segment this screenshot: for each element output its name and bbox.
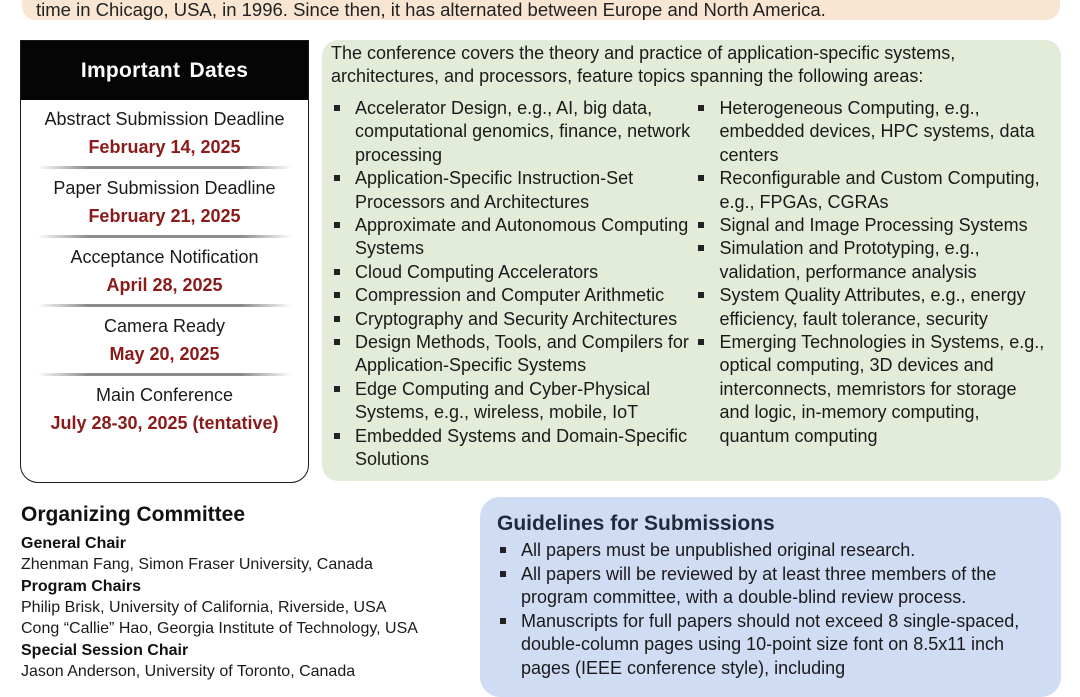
organizing-committee (21, 502, 471, 682)
topic-item: Cryptography and Security Architectures (331, 308, 695, 331)
date-divider (37, 235, 292, 238)
important-dates-panel (20, 40, 309, 483)
guideline-item: Manuscripts for full papers should not exceed 8 single-spaced, double-column pages using 10-point size font on 8.5x11 inch pages (IEEE conference style), including (497, 610, 1043, 681)
topic-item: Cloud Computing Accelerators (331, 261, 695, 284)
topic-item: System Quality Attributes, e.g., energy efficiency, fault tolerance, security (695, 284, 1051, 331)
date-value: February 14, 2025 (88, 137, 241, 157)
committee-title: Organizing Committee (21, 503, 246, 526)
general-chair: Zhenman Fang, Simon Fraser University, Canada (21, 556, 373, 573)
important-dates-title: Important Dates (21, 41, 308, 100)
topic-item: Emerging Technologies in Systems, e.g., optical computing, 3D devices and interconnects, memristors for storage and logic, in-memory computing, quantum computing (695, 331, 1051, 448)
special-session-chair: Jason Anderson, University of Toronto, Canada (21, 662, 356, 680)
guidelines-title: Guidelines for Submissions (497, 512, 775, 535)
program-chair: Philip Brisk, University of California, Riverside, USA (21, 598, 387, 616)
topic-item: Design Methods, Tools, and Compilers for Application-Specific Systems (331, 331, 695, 378)
date-divider (37, 166, 292, 169)
program-chairs-label: Program Chairs (21, 577, 142, 595)
topic-item: Simulation and Prototyping, e.g., validation, performance analysis (695, 237, 1051, 284)
intro-text: time in Chicago, USA, in 1996. Since then, it has alternated between Europe and North America. (36, 0, 826, 20)
guideline-item: All papers must be unpublished original research. (497, 539, 1043, 563)
topic-item: Embedded Systems and Domain-Specific Solutions (331, 425, 695, 472)
date-label: Acceptance Notification (70, 247, 259, 267)
date-divider (37, 304, 292, 307)
date-item-abstract (21, 108, 308, 158)
date-item-acceptance (21, 246, 308, 296)
date-item-paper (21, 177, 308, 227)
general-chair-label: General Chair (21, 535, 126, 552)
date-value: May 20, 2025 (109, 344, 220, 364)
topic-item: Approximate and Autonomous Computing Systems (331, 214, 695, 261)
guideline-item: All papers will be reviewed by at least three members of the program committee, with a double-blind review process. (497, 563, 1043, 610)
date-label: Main Conference (95, 385, 234, 405)
topics-panel (322, 40, 1061, 481)
topics-left-list (331, 97, 695, 472)
date-label: Abstract Submission Deadline (44, 109, 285, 129)
topic-columns (331, 97, 1051, 472)
topic-item: Compression and Computer Arithmetic (331, 284, 695, 307)
special-session-chair-label: Special Session Chair (21, 641, 189, 659)
topics-right-list (695, 97, 1051, 472)
date-label: Paper Submission Deadline (53, 178, 276, 198)
guidelines-list (497, 539, 1043, 680)
topics-intro: The conference covers the theory and practice of application-specific systems, architectures, and processors, feature topics spanning the following areas: (331, 43, 956, 86)
topic-item: Signal and Image Processing Systems (695, 214, 1051, 237)
date-value: February 21, 2025 (88, 206, 241, 226)
topic-item: Edge Computing and Cyber-Physical Systems, e.g., wireless, mobile, IoT (331, 378, 695, 425)
date-value: April 28, 2025 (106, 275, 223, 295)
date-item-camera-ready (21, 315, 308, 365)
topic-item: Application-Specific Instruction-Set Processors and Architectures (331, 167, 695, 214)
date-label: Camera Ready (103, 316, 226, 336)
submission-guidelines (480, 497, 1061, 697)
date-item-main-conference (21, 384, 308, 434)
date-divider (37, 373, 292, 376)
date-value: July 28-30, 2025 (tentative) (50, 413, 279, 433)
program-chair: Cong “Callie” Hao, Georgia Institute of Technology, USA (21, 620, 418, 637)
topic-item: Reconfigurable and Custom Computing, e.g., FPGAs, CGRAs (695, 167, 1051, 214)
topic-item: Accelerator Design, e.g., AI, big data, computational genomics, finance, network processing (331, 97, 695, 167)
intro-banner (22, 0, 1060, 20)
topic-item: Heterogeneous Computing, e.g., embedded devices, HPC systems, data centers (695, 97, 1051, 167)
